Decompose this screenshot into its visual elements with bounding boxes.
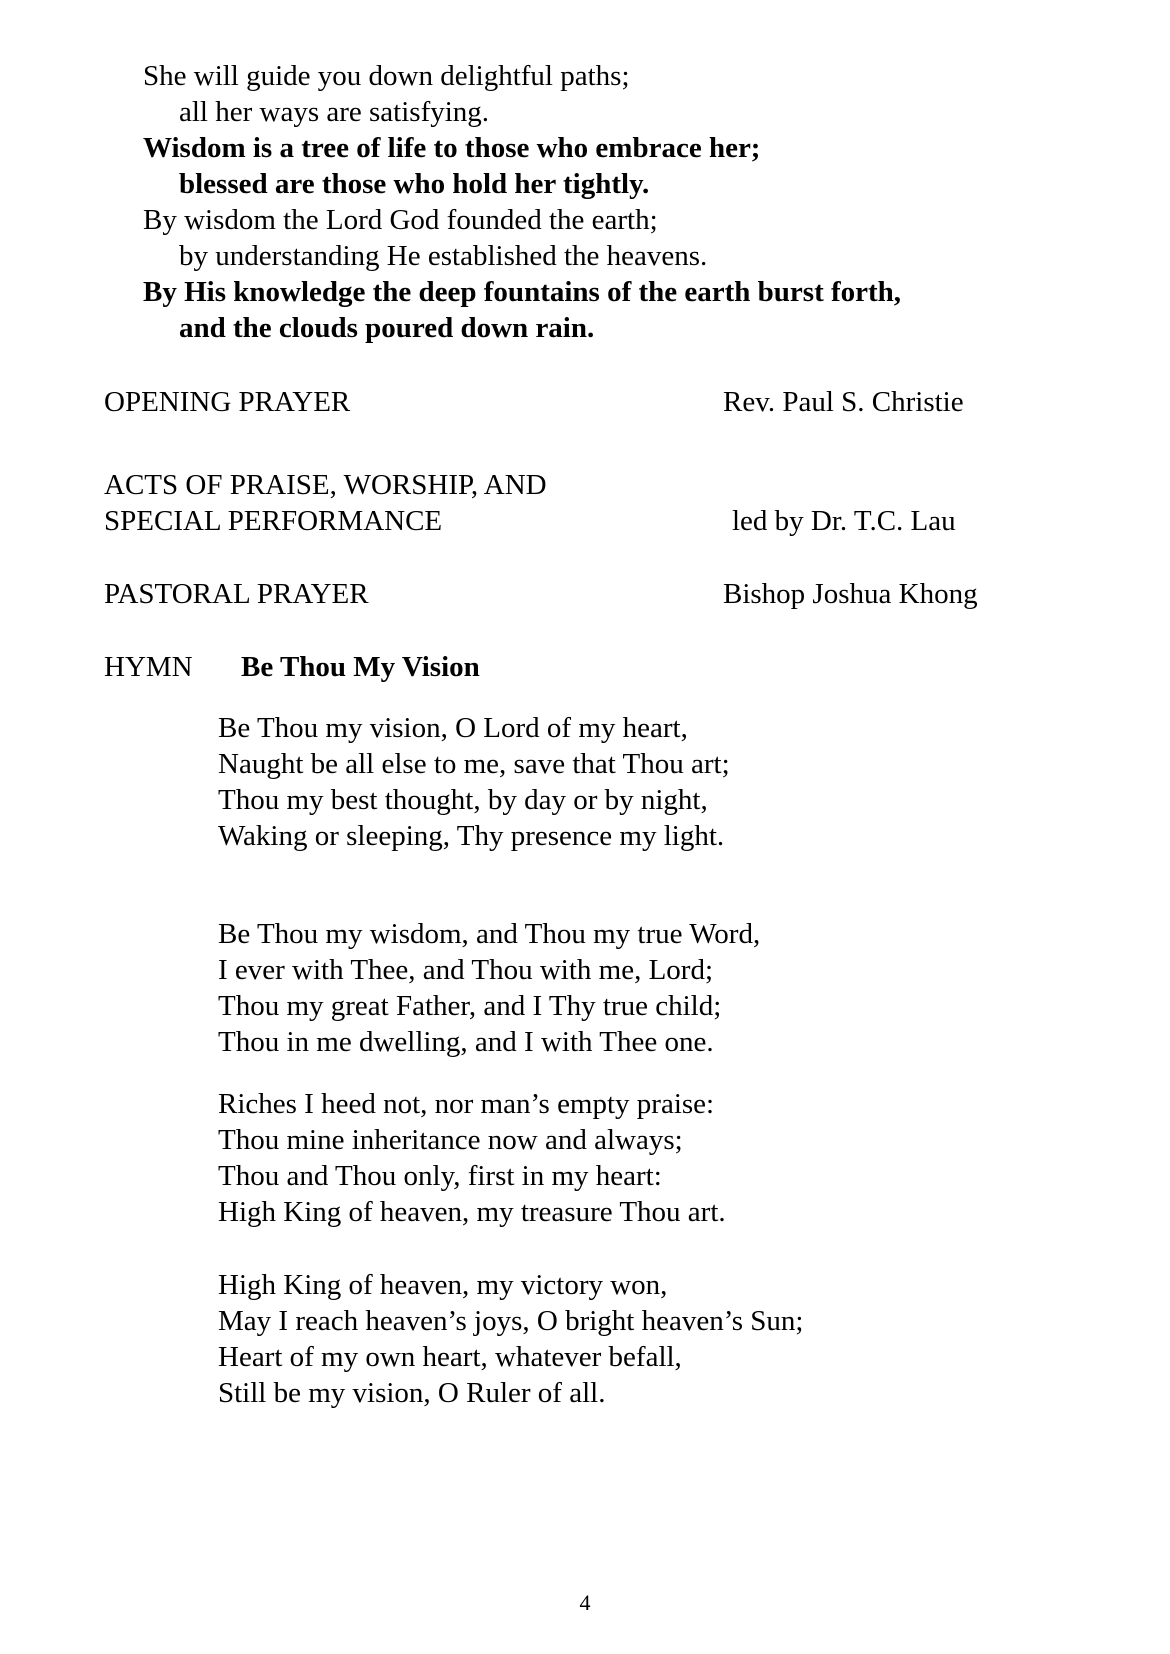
reading-line-response: By His knowledge the deep fountains of the earth burst forth, [143, 276, 902, 308]
hymn-title: Be Thou My Vision [241, 651, 480, 683]
hymn-line: High King of heaven, my treasure Thou art. [218, 1196, 726, 1228]
hymn-line: Be Thou my wisdom, and Thou my true Word, [218, 918, 761, 950]
program-leader: Rev. Paul S. Christie [723, 386, 964, 418]
hymn-line: Riches I heed not, nor man’s empty praise: [218, 1088, 715, 1120]
program-label: OPENING PRAYER [104, 386, 351, 418]
reading-line: by understanding He established the heavens. [179, 240, 708, 272]
hymn-line: Thou and Thou only, first in my heart: [218, 1160, 662, 1192]
reading-line: She will guide you down delightful paths; [143, 60, 630, 92]
program-label: SPECIAL PERFORMANCE [104, 505, 443, 537]
hymn-line: Thou my best thought, by day or by night, [218, 784, 708, 816]
hymn-line: Waking or sleeping, Thy presence my light. [218, 820, 725, 852]
reading-line-response: Wisdom is a tree of life to those who embrace her; [143, 132, 761, 164]
program-label: HYMN [104, 651, 193, 683]
hymn-line: I ever with Thee, and Thou with me, Lord; [218, 954, 714, 986]
program-leader: led by Dr. T.C. Lau [732, 505, 956, 537]
program-label: ACTS OF PRAISE, WORSHIP, AND [104, 469, 547, 501]
hymn-line: Naught be all else to me, save that Thou art; [218, 748, 730, 780]
hymn-line: High King of heaven, my victory won, [218, 1269, 668, 1301]
hymn-line: Thou my great Father, and I Thy true child; [218, 990, 722, 1022]
reading-line-response: and the clouds poured down rain. [179, 312, 595, 344]
program-label: PASTORAL PRAYER [104, 578, 369, 610]
hymn-line: Heart of my own heart, whatever befall, [218, 1341, 682, 1373]
hymn-line: Still be my vision, O Ruler of all. [218, 1377, 606, 1409]
reading-line: By wisdom the Lord God founded the earth; [143, 204, 658, 236]
reading-line: all her ways are satisfying. [179, 96, 490, 128]
reading-line-response: blessed are those who hold her tightly. [179, 168, 650, 200]
page-number: 4 [579, 1590, 591, 1615]
hymn-line: May I reach heaven’s joys, O bright heaven’s Sun; [218, 1305, 804, 1337]
hymn-line: Thou mine inheritance now and always; [218, 1124, 683, 1156]
hymn-line: Thou in me dwelling, and I with Thee one. [218, 1026, 714, 1058]
hymn-line: Be Thou my vision, O Lord of my heart, [218, 712, 688, 744]
program-leader: Bishop Joshua Khong [723, 578, 978, 610]
